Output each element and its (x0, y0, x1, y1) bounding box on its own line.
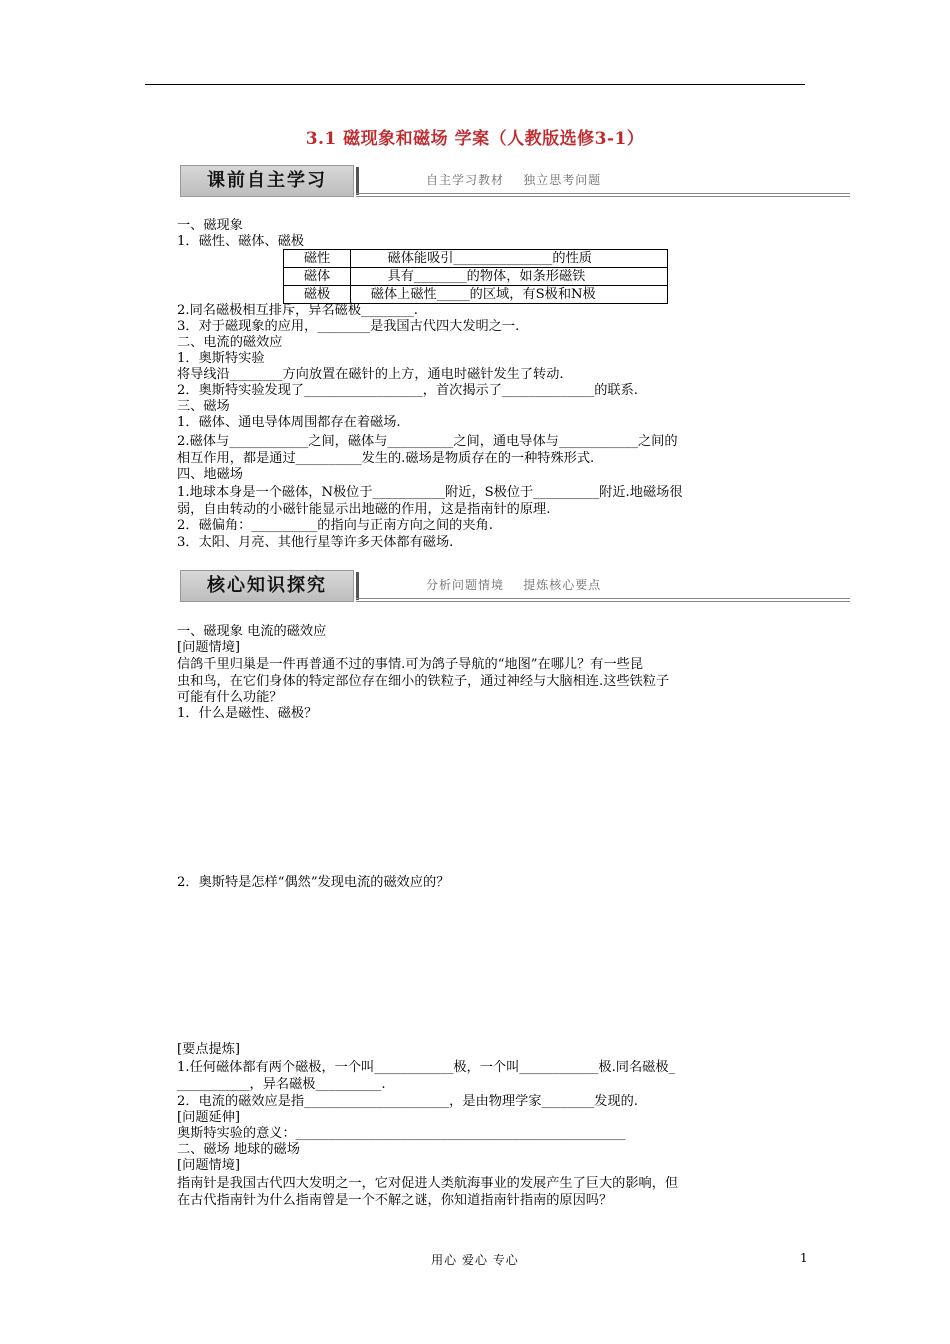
text-line: 信鸽千里归巢是一件再普通不过的事情.可为鸽子导航的“地图”在哪儿？有一些昆 (177, 657, 644, 672)
text-line: 弱，自由转动的小磁针能显示出地磁的作用，这是指南针的原理. (177, 502, 551, 517)
text-line: 1．什么是磁性、磁极？ (177, 706, 318, 721)
table-cell: 磁性 (284, 250, 351, 268)
text-line: 一、磁现象 电流的磁效应 (177, 624, 327, 639)
text-line: 3．太阳、月亮、其他行星等许多天体都有磁场. (177, 535, 454, 550)
text-line: 2.同名磁极相互排斥，异名磁极________. (177, 303, 418, 318)
text-line: 相互作用，都是通过__________发生的.磁场是物质存在的一种特殊形式. (177, 451, 595, 466)
banner-label: 课前自主学习 (180, 165, 354, 197)
magnet-table (283, 249, 668, 304)
table-cell: 磁体 (284, 268, 351, 286)
text-line: 2．磁偏角：__________的指向与正南方向之间的夹角. (177, 518, 493, 533)
text-line: 1.地球本身是一个磁体，N极位于___________附近，S极位于__________附近.地磁场很 (177, 485, 683, 500)
text-line: 2．电流的磁效应是指______________________，是由物理学家________发现的. (177, 1094, 638, 1109)
table-cell: 具有________的物体，如条形磁铁 (351, 268, 668, 286)
banner-rule (356, 598, 850, 599)
table-row (284, 286, 668, 304)
banner-rule (356, 196, 850, 197)
text-line: 在古代指南针为什么指南曾是一个不解之谜，你知道指南针指南的原因吗？ (177, 1193, 613, 1208)
banner-divider (356, 167, 359, 195)
banner-rule (356, 601, 850, 602)
banner-divider (356, 572, 359, 600)
banner-subtitle: 自主学习教材 独立思考问题 (426, 173, 602, 187)
document-title: 3.1 磁现象和磁场 学案（人教版选修3-1） (305, 129, 645, 149)
banner-rule (356, 193, 850, 194)
page-footer: 用心 爱心 专心 (431, 1253, 519, 1267)
table-cell: 磁极 (284, 286, 351, 304)
text-line: 可能有什么功能？ (177, 690, 283, 705)
banner-subtitle: 分析问题情境 提炼核心要点 (426, 578, 602, 592)
text-line: ___________，异名磁极__________. (177, 1077, 386, 1092)
text-line: 将导线沿________方向放置在磁针的上方，通电时磁针发生了转动. (177, 367, 564, 382)
page-number: 1 (800, 1251, 808, 1265)
text-line: 四、地磁场 (177, 467, 243, 482)
text-line: 指南针是我国古代四大发明之一，它对促进人类航海事业的发展产生了巨大的影响，但 (177, 1176, 679, 1191)
text-line: 虫和鸟，在它们身体的特定部位存在细小的铁粒子，通过神经与大脑相连.这些铁粒子 (177, 674, 670, 689)
table-cell: 磁体能吸引_______________的性质 (351, 250, 668, 268)
text-line: 3．对于磁现象的应用，________是我国古代四大发明之一. (177, 319, 520, 334)
section-banner-core (180, 570, 850, 604)
text-line: 1．奥斯特实验 (177, 351, 265, 366)
table-row (284, 250, 668, 268)
text-line: [问题情境] (177, 1158, 241, 1173)
header-rule (145, 84, 805, 85)
text-line: 二、电流的磁效应 (177, 335, 283, 350)
section-banner-preview (180, 165, 850, 199)
question-line: 2．奥斯特是怎样“偶然”发现电流的磁效应的？ (177, 875, 450, 890)
text-line: 一、磁现象 (177, 218, 243, 233)
text-line: [问题延伸] (177, 1110, 241, 1125)
text-line: 2．奥斯特实验发现了__________________，首次揭示了______________的联系. (177, 383, 638, 398)
text-line: 1．磁体、通电导体周围都存在着磁场. (177, 415, 401, 430)
text-line: [问题情境] (177, 640, 241, 655)
table-cell: 磁体上磁性_____的区域，有S极和N极 (351, 286, 668, 304)
text-line: 1．磁性、磁体、磁极 (177, 234, 305, 249)
text-line: 二、磁场 地球的磁场 (177, 1142, 300, 1157)
text-line: [要点提炼] (177, 1042, 241, 1057)
text-line: 2.磁体与____________之间，磁体与__________之间，通电导体与____________之间的 (177, 434, 678, 449)
banner-label: 核心知识探究 (180, 570, 354, 602)
text-line: 奥斯特实验的意义：__________________________________________________ (177, 1126, 626, 1141)
table-row (284, 268, 668, 286)
text-line: 三、磁场 (177, 399, 230, 414)
text-line: 1.任何磁体都有两个磁极，一个叫____________极，一个叫____________极.同名磁极_ (177, 1060, 676, 1075)
